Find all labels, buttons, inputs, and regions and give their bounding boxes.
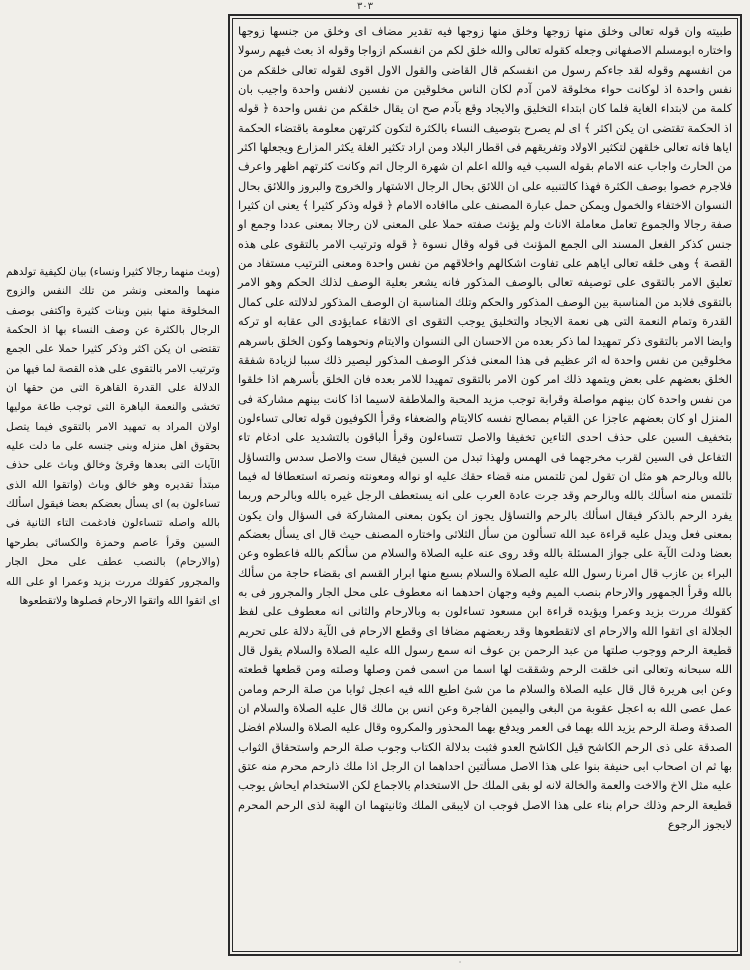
page-number: ٣٠٣ (356, 1, 374, 12)
margin-gloss-text: (وبث منهما رجالا كثيرا ونساء) بيان لكيفية تولدهم منهما والمعنى ونشر من تلك النفس والزوج المخلوقة منها بنين وبنات كثيرة واكتفى بوصف الرجال بالكثرة عن وصف النساء بها اذ الحكمة تقتضى ان يكن اكثر وذكر كثيرا حملا على الجمع وترتيب الامر بالتقوى على هذه القصة لما فيها من الدلالة على القدرة القاهرة التى من حقها ان تخشى والنعمة الباهرة التى توجب طاعة موليها اولان المراد به تمهيد الامر بالتقوى فيما يتصل بحقوق اهل منزله وبنى جنسه على ما دلت عليه الآيات التى بعدها وقرئ وخالق وباث على حذف مبتدأ تقديره وهو خالق وباث (واتقوا الله الذى تساءلون به) اى يسأل بعضكم بعضا فيقول اسألك بالله واصله تتساءلون فادغمت التاء الثانية فى السين وقرأ عاصم وحمزة والكسائى بطرحها (والارحام) بالنصب عطف على محل الجار والمجرور كقولك مررت بزيد وعمرا او على الله اى اتقوا الله واتقوا الارحام فصلوها ولاتقطعوها (6, 265, 220, 607)
main-commentary-frame (228, 14, 742, 956)
footer-mark: · (458, 958, 462, 967)
margin-gloss-column (6, 262, 220, 607)
main-commentary-text: طبيته وان قوله تعالى وخلق منها زوجها وخلق منها زوجها فيه تقدير مضاف اى وخلق من جنسها زوجها واختاره ابومسلم الاصفهانى وجعله كقوله تعالى والله خلق لكم من انفسكم ازواجا وقوله اذ بعث فيهم رسولا من انفسهم وقوله لقد جاءكم رسول من انفسكم قال القاضى والقول الاول اقوى لقوله تعالى خلقكم من نفس واحدة اذ لوكانت حواء مخلوقة لامن آدم لكان الناس مخلوقين من نفسين لانفس واحدة واجيب بان كلمة من لابتداء الغاية فلما كان ابتداء التخليق والايجاد وقع بآدم صح ان يقال خلقكم من نفس واحدة ﴿ قوله اذ الحكمة تقتضى ان يكن اكثر ﴾ اى لم يصرح بتوصيف النساء بالكثرة لتكون كثرتهن معلومة باقتضاء الحكمة اياها فانه تعالى خلقهن لتكثير الاولاد وتفريقهم فى اقطار البلاد ومن اراد تكثير الغلة يكثر المزارع ويجعلها اكثر من الحارث واجاب عنه الامام بقوله السبب فيه والله اعلم ان شهرة الرجال اتم وكانت كثرتهم اظهر واعرف فلاجرم خصوا بوصف الكثرة فهذا كالتنبيه على ان اللائق بحال الرجال الاشتهار والخروج والبروز واللائق بحال النسوان الاختفاء والخمول ويمكن حمل عبارة المصنف على ماافاده الامام ﴿ قوله وذكر كثيرا ﴾ يعنى ان كثيرا صفة رجالا والجموع تعامل معاملة الاناث ولم يؤنث صفته حملا على المعنى لان رجالا بمعنى عددا وجمع او جنس كذكر الفعل المسند الى الجمع المؤنث فى قوله وقال نسوة ﴿ قوله وترتيب الامر بالتقوى على هذه القصة ﴾ وهى خلقه تعالى اياهم على تفاوت اشكالهم واخلاقهم من نفس واحدة ومعنى الترتيب مستفاد من تعليق الامر بالتقوى على توصيفه تعالى بالوصف المذكور فانه يشعر بعلية الوصف لذلك الحكم وهو الامر بالتقوى فلابد من المناسبة بين الوصف المذكور والحكم وتلك المناسبة ان الوصف المذكور لدلالته على كمال القدرة وتمام النعمة التى هى نعمة الايجاد والتخليق يوجب التقوى اى الاتقاء عمايؤدى الى عقابه او تركه وايضا الامر بالتقوى ذكر تمهيدا لما ذكر بعده من الاحسان الى النسوان والايتام ونحوهما وكون الخلق باسرهم مخلوقين من نفس واحدة له اثر عظيم فى هذا المعنى فذكر الوصف المذكور ليصير ذلك سببا لزيادة شفقة الخلق بعضهم على بعض ويتمهد ذلك امر كون الامر بالتقوى تمهيدا للامر بعده فان الخلق بأسرهم اذا خلقوا من نفس واحدة كان بينهم مواصلة وقرابة توجب مزيد المحبة والملاطفة لاسيما اذا كانت بينهم مشاركة فى المنزل او كان بعضهم عاجزا عن القيام بمصالح نفسه كالايتام والضعفاء وقرأ الكوفيون قوله تعالى تساءلون بتخفيف السين على حذف احدى التاءين تخفيفا والاصل تتساءلون وقرأ الباقون بالتشديد على ادغام تاء التفاعل فى السين لقرب مخرجهما فى الهمس ولهذا تبدل من السين فيقال ست والاصل سدس والتساؤل بالله وبالرحم هو مثل ان تقول لمن تلتمس منه قضاء حقك عليه او نواله ومعونته ونصرته استعطافا له فيما تلتمس منه اسألك بالله وبالرحم وقد جرت عادة العرب على انه يستعطف الرجل غيره بالله وبالرحم وربما يفرد الرحم بالذكر فيقال اسألك بالرحم والتساؤل يجوز ان يكون بمعنى المشاركة فى السؤال وان يكون بمعنى فعل ويدل عليه قراءة عبد الله تسألون من سأل الثلاثى واختاره المصنف حيث قال اى يسأل بعضكم بعضا ودلت الآية على جواز المسئلة بالله وقد روى عنه عليه الصلاة والسلام من سألكم بالله فاعطوه وعن البراء بن عازب قال امرنا رسول الله عليه الصلاة والسلام بسبع منها ابرار القسم اى بقضاء حاجة من سألك بالله وقرأ الجمهور والارحام بنصب الميم وفيه وجهان احدهما انه معطوف على محل الجار والمجرور فى به كقولك مررت بزيد وعمرا ويؤيده قراءة ابن مسعود تساءلون به وبالارحام والثانى انه معطوف على لفظ الجلالة اى اتقوا الله والارحام اى لاتقطعوها وقد ربعضهم مضافا اى وقطع الارحام فى الآية دلالة على تحريم قطيعة الرحم ووجوب صلتها من عبد الرحمن بن عوف انه سمع رسول الله عليه الصلاة والسلام يقول قال الله سبحانه وتعالى انى خلقت الرحم وشققت لها اسما من اسمى فمن وصلها وصلته ومن قطعها قطعته وعن ابى هريرة قال قال عليه الصلاة والسلام ما من شئ اطيع الله فيه اعجل ثوابا من صلة الرحم ومامن عمل عصى الله به اعجل عقوبة من البغى واليمين الفاجرة وعن انس بن مالك قال عليه الصلاة والسلام ان الصدقة وصلة الرحم يزيد الله بهما فى العمر ويدفع بهما المحذور والمكروه وقال عليه الصلاة والسلام افضل الصدقة على ذى الرحم الكاشح قيل الكاشح العدو فثبت بدلالة الكتاب وجوب صلة الرحم واستحقاق الثواب بها ثم ان اصحاب ابى حنيفة بنوا على هذا الاصل مسألتين احداهما ان الرجل اذا ملك ذارحم محرم منه عتق عليه مثل الاخ والاخت والعمة والخالة لانه لو بقى الملك حل الاستخدام بالاجماع لكن الاستخدام ايحاش يوجب قطيعة الرحم وذلك حرام بناء على هذا الاصل فوجب ان لايبقى الملك وثانيتهما ان الهبة لذى الرحم المحرم لايجوز الرجوع (238, 24, 732, 832)
main-commentary-inner-border (232, 18, 738, 952)
